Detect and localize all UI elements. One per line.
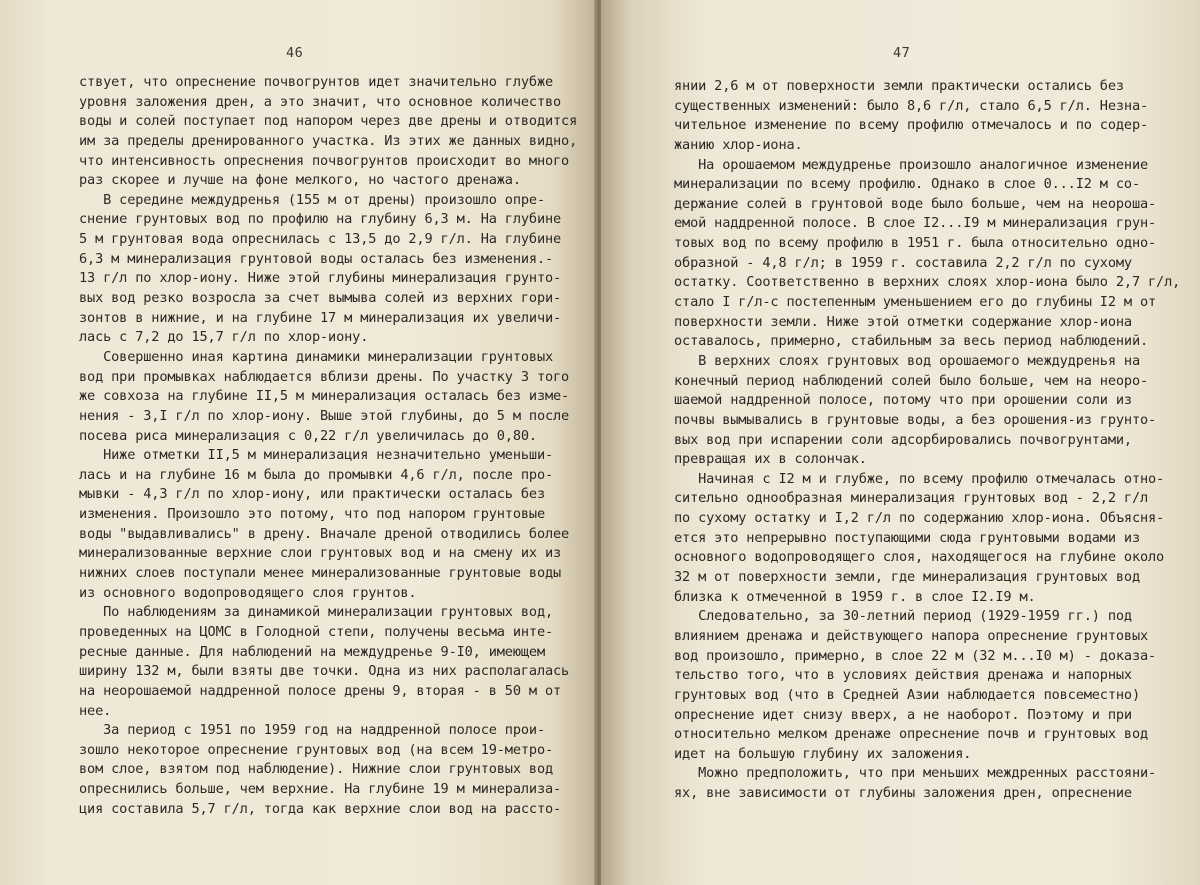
text-line: янии 2,6 м от поверхности земли практически остались без bbox=[674, 78, 1124, 94]
text-line: превращая их в солончак. bbox=[674, 451, 867, 468]
text-line: существенных изменений: было 8,6 г/л, стало 6,5 г/л. Незна- bbox=[674, 97, 1149, 114]
text-line: товых вод по всему профилю в 1951 г. была относительно одно- bbox=[674, 235, 1157, 252]
text-line: конечный период наблюдений солей было больше, чем на неоро- bbox=[674, 372, 1149, 389]
text-line: проведенных на ЦОМС в Голодной степи, получены весьма инте- bbox=[79, 623, 554, 640]
text-line: оставалось, примерно, стабильным за весь период наблюдений. bbox=[674, 333, 1149, 350]
text-line: нения - 3,I г/л по хлор-иону. Выше этой глубины, до 5 м после bbox=[79, 407, 570, 424]
text-line: минерализованные верхние слои грунтовых вод и на смену их из bbox=[79, 545, 562, 562]
text-line: воды и солей поступает под напором через две дрены и отводится bbox=[79, 113, 578, 130]
text-line: По наблюдениям за динамикой минерализации грунтовых вод, bbox=[79, 604, 554, 621]
text-line: снение грунтовых вод по профилю на глубину 6,3 м. На глубине bbox=[79, 211, 562, 228]
text-line: почвы вымывались в грунтовые воды, а без орошения-из грунто- bbox=[674, 411, 1157, 428]
text-line: относительно мелком дренаже опреснение почв и грунтовых вод bbox=[674, 726, 1149, 743]
text-line: опреснились больше, чем верхние. На глубине 19 м минерализа- bbox=[79, 781, 562, 798]
text-line: вых вод резко возросла за счет вымыва солей из верхних гори- bbox=[79, 290, 562, 307]
text-line: Следовательно, за 30-летний период (1929-1959 гг.) под bbox=[674, 608, 1132, 625]
text-line: зошло некоторое опреснение грунтовых вод (на всем 19-метро- bbox=[79, 741, 554, 758]
text-line: Ниже отметки II,5 м минерализация незначительно уменьши- bbox=[79, 447, 554, 464]
text-line: шаемой наддренной полосе, потому что при орошении соли из bbox=[674, 392, 1132, 409]
text-line: опреснение идет снизу вверх, а не наоборот. Поэтому и при bbox=[674, 706, 1132, 723]
text-line: 13 г/л по хлор-иону. Ниже этой глубины минерализация грунто- bbox=[79, 270, 562, 287]
text-line: чительное изменение по всему профилю отмечалось и по содер- bbox=[674, 117, 1149, 134]
text-line: нижних слоев поступали менее минерализованные грунтовые воды bbox=[79, 565, 562, 582]
text-line: тельство того, что в условиях действия дренажа и напорных bbox=[674, 667, 1132, 684]
right-page-text bbox=[674, 77, 1184, 804]
text-line: близка к отмеченной в 1959 г. в слое I2.I9 м. bbox=[674, 588, 1036, 605]
text-line: ется это непрерывно поступающими сюда грунтовыми водами из bbox=[674, 529, 1140, 546]
text-line: 32 м от поверхности земли, где минерализация грунтовых вод bbox=[674, 569, 1140, 586]
text-line: идет на большую глубину их заложения. bbox=[674, 745, 972, 762]
text-line: вод произошло, примерно, в слое 22 м (32 м...I0 м) - доказа- bbox=[674, 647, 1157, 664]
text-line: В верхних слоях грунтовых вод орошаемого междудренья на bbox=[674, 352, 1140, 369]
text-line: изменения. Произошло это потому, что под напором грунтовые bbox=[79, 506, 545, 523]
text-line: ях, вне зависимости от глубины заложения дрен, опреснение bbox=[674, 785, 1132, 802]
text-line: мывки - 4,3 г/л по хлор-иону, или практически осталась без bbox=[79, 486, 545, 503]
text-line: За период с 1951 по 1959 год на наддренной полосе прои- bbox=[79, 722, 545, 739]
text-line: емой наддренной полосе. В слое I2...I9 м минерализация грун- bbox=[674, 215, 1157, 232]
text-line: же совхоза на глубине II,5 м минерализация осталась без изме- bbox=[79, 388, 570, 405]
text-line: им за пределы дренированного участка. Из этих же данных видно, bbox=[79, 132, 578, 149]
text-line: поверхности земли. Ниже этой отметки содержание хлор-иона bbox=[674, 313, 1132, 330]
text-line: ствует, что опреснение почвогрунтов идет значительно глубже bbox=[79, 74, 554, 90]
text-line: основного водопроводящего слоя, находящегося на глубине около bbox=[674, 549, 1165, 566]
text-line: жанию хлор-иона. bbox=[674, 136, 803, 153]
page-number-left: 46 bbox=[286, 45, 304, 61]
text-line: 5 м грунтовая вода опреснилась с 13,5 до 2,9 г/л. На глубине bbox=[79, 231, 562, 248]
text-line: образной - 4,8 г/л; в 1959 г. составила 2,2 г/л по сухому bbox=[674, 254, 1132, 271]
text-line: вод при промывках наблюдается вблизи дрены. По участку 3 того bbox=[79, 368, 570, 385]
text-line: остатку. Соответственно в верхних слоях хлор-иона было 2,7 г/л, bbox=[674, 274, 1181, 291]
text-line: сительно однообразная минерализация грунтовых вод - 2,2 г/л bbox=[674, 490, 1149, 507]
text-line: ресные данные. Для наблюдений на междудренье 9-I0, имеющем bbox=[79, 643, 545, 660]
text-line: зонтов в нижние, и на глубине 17 м минерализация их увеличи- bbox=[79, 309, 562, 326]
text-line: посева риса минерализация с 0,22 г/л увеличилась до 0,80. bbox=[79, 427, 537, 444]
left-page bbox=[0, 0, 598, 885]
text-line: по сухому остатку и I,2 г/л по содержанию хлор-иона. Объясня- bbox=[674, 510, 1165, 527]
text-line: вых вод при испарении соли адсорбировались почвогрунтами, bbox=[674, 431, 1132, 448]
text-line: нее. bbox=[79, 702, 112, 719]
page-number-right: 47 bbox=[893, 45, 911, 61]
text-line: держание солей в грунтовой воде было больше, чем на неороша- bbox=[674, 195, 1157, 212]
text-line: ширину 132 м, были взяты две точки. Одна из них располагалась bbox=[79, 663, 570, 680]
text-line: На орошаемом междудренье произошло аналогичное изменение bbox=[674, 156, 1149, 173]
text-line: Можно предположить, что при меньших междренных расстояни- bbox=[674, 765, 1157, 782]
text-line: вом слое, взятом под наблюдение). Нижние слои грунтовых вод bbox=[79, 761, 554, 778]
text-line: грунтовых вод (что в Средней Азии наблюдается повсеместно) bbox=[674, 686, 1140, 703]
text-line: уровня заложения дрен, а это значит, что основное количество bbox=[79, 93, 562, 110]
text-line: стало I г/л-с постепенным уменьшением его до глубины I2 м от bbox=[674, 294, 1157, 311]
text-line: В середине междудренья (155 м от дрены) произошло опре- bbox=[79, 191, 545, 208]
text-line: Начиная с I2 м и глубже, по всему профилю отмечалась отно- bbox=[674, 470, 1165, 487]
text-line: влиянием дренажа и действующего напора опреснение грунтовых bbox=[674, 627, 1149, 644]
text-line: на неорошаемой наддренной полосе дрены 9, вторая - в 50 м от bbox=[79, 682, 562, 699]
text-line: что интенсивность опреснения почвогрунтов происходит во много bbox=[79, 152, 570, 169]
text-line: из основного водопроводящего слоя грунтов. bbox=[79, 584, 417, 601]
text-line: Совершенно иная картина динамики минерализации грунтовых bbox=[79, 348, 554, 365]
text-line: ция составила 5,7 г/л, тогда как верхние слои вод на рассто- bbox=[79, 800, 562, 817]
text-line: раз скорее и лучше на фоне мелкого, но частого дренажа. bbox=[79, 172, 521, 189]
right-page bbox=[601, 0, 1200, 885]
text-line: лась с 7,2 до 15,7 г/л по хлор-иону. bbox=[79, 329, 369, 346]
text-line: лась и на глубине 16 м была до промывки 4,6 г/л, после про- bbox=[79, 466, 554, 483]
left-page-text bbox=[79, 73, 579, 819]
text-line: воды "выдавливались" в дрену. Вначале дреной отводились более bbox=[79, 525, 570, 542]
text-line: 6,3 м минерализация грунтовой воды осталась без изменения.- bbox=[79, 250, 554, 267]
text-line: минерализации по всему профилю. Однако в слое 0...I2 м со- bbox=[674, 176, 1140, 193]
